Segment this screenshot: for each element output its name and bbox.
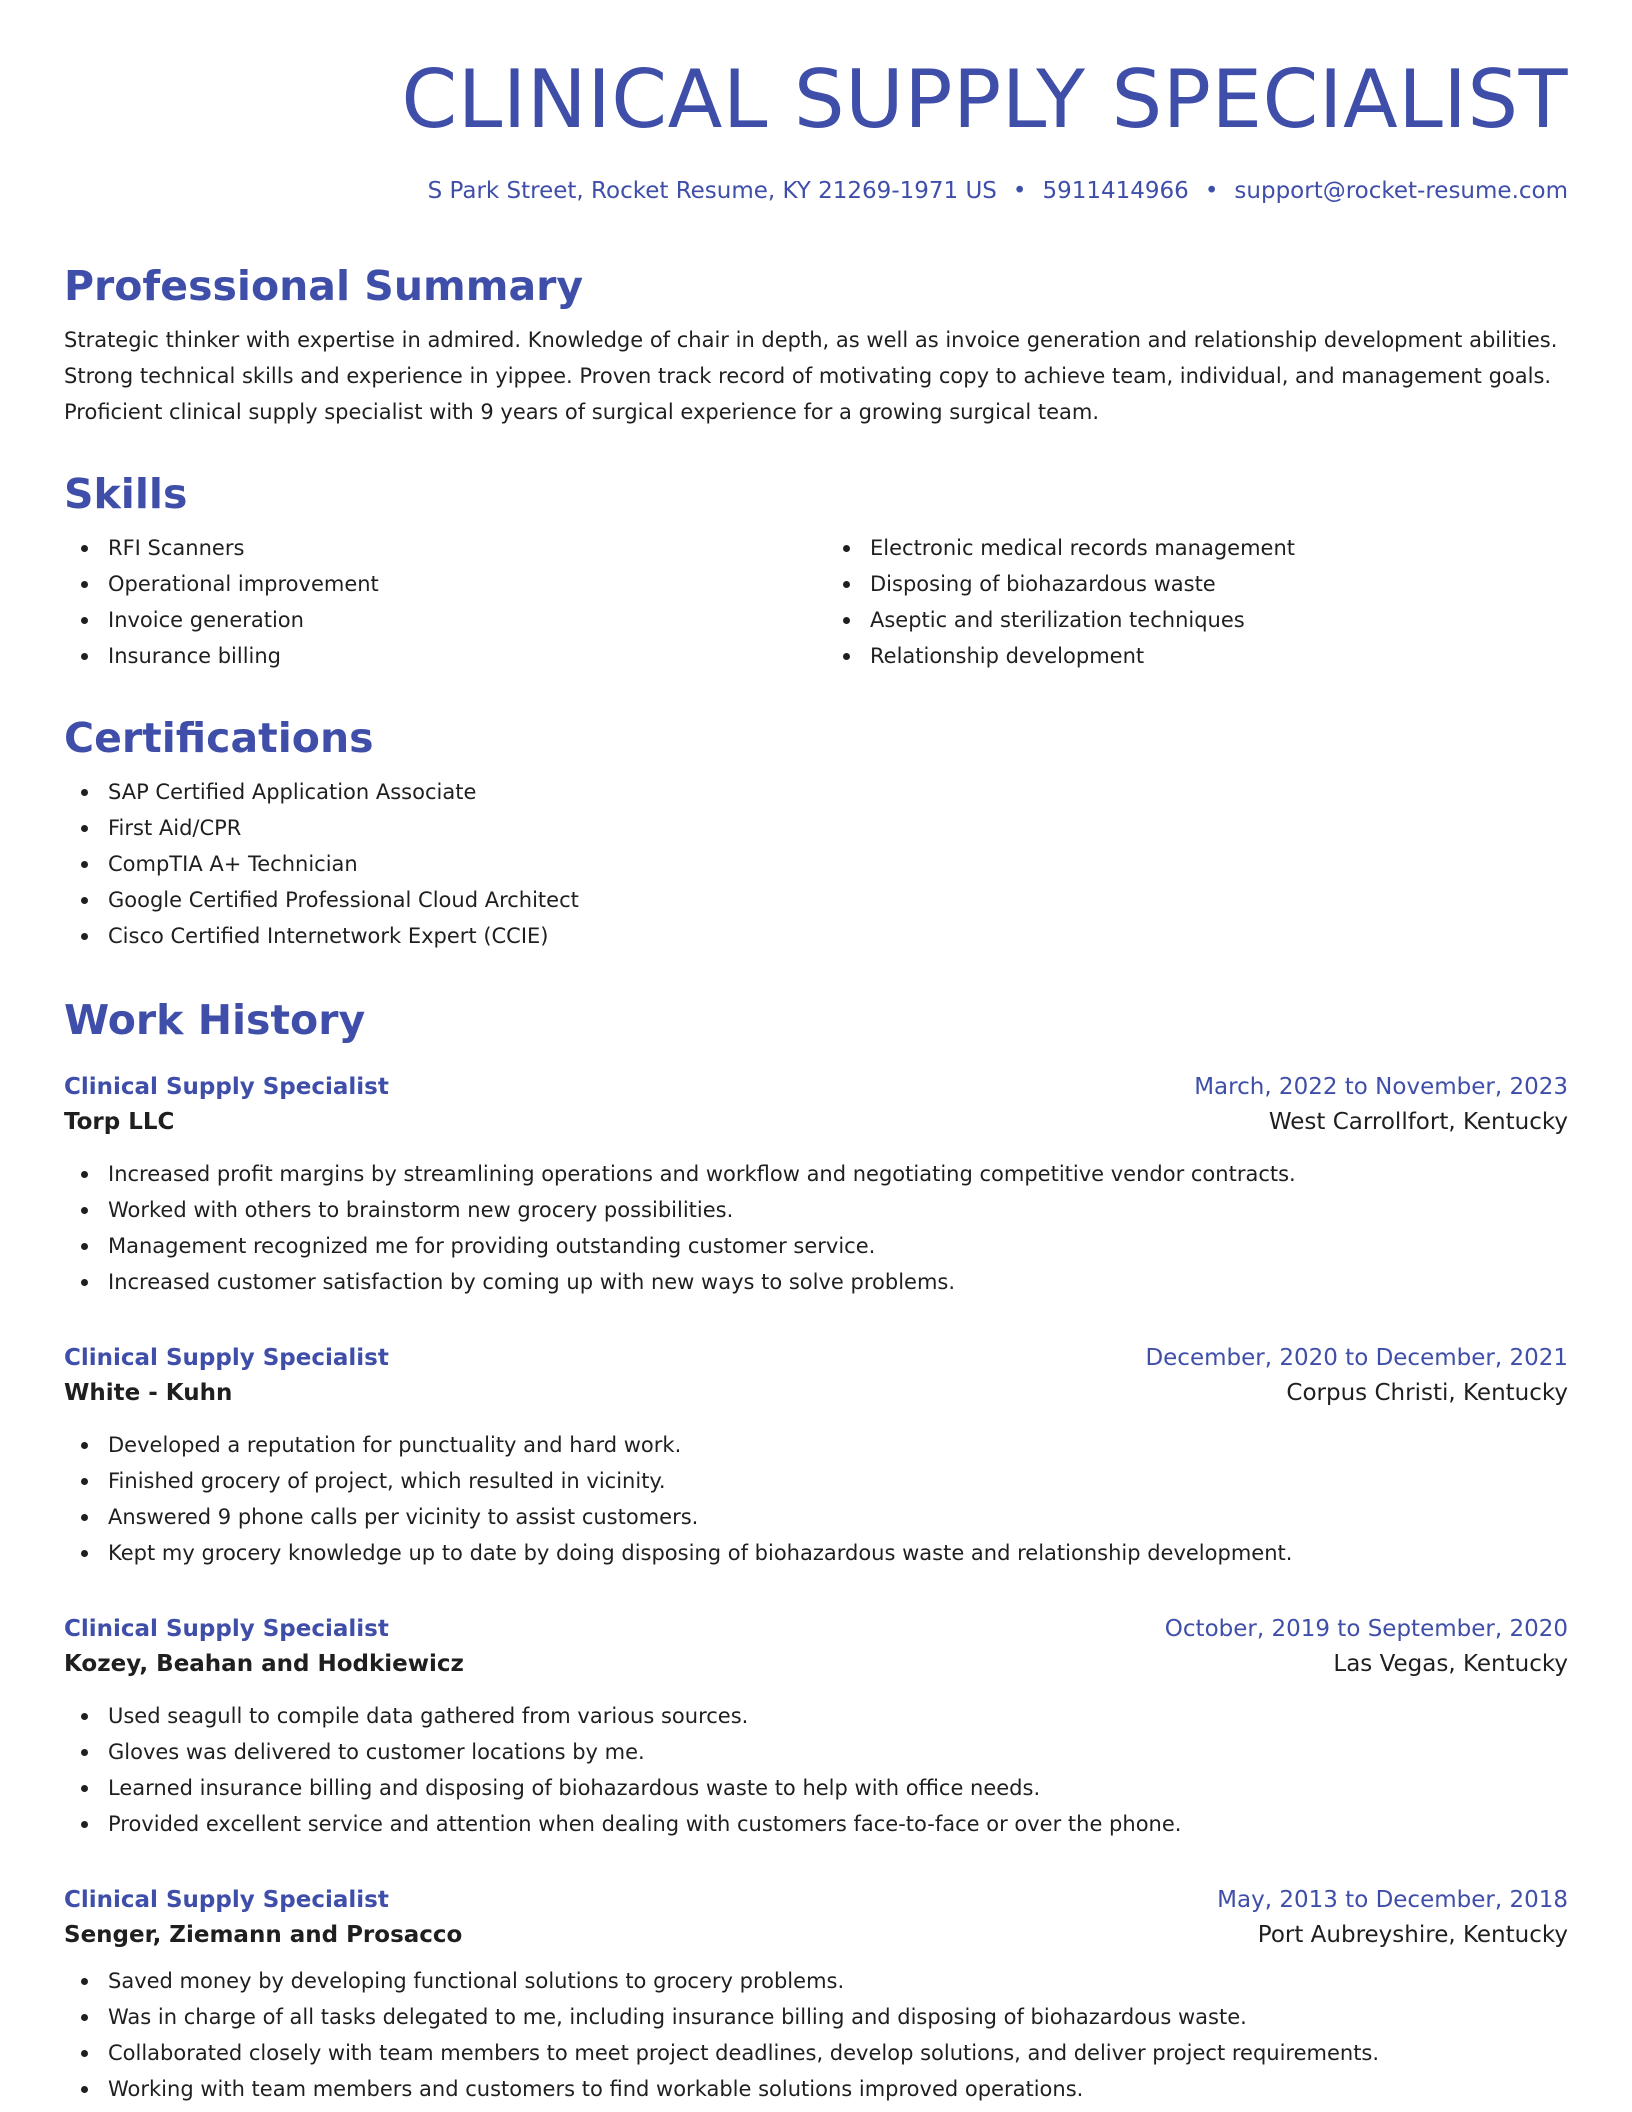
job-title: Clinical Supply Specialist (64, 1887, 389, 1913)
job-bullet: Used seagull to compile data gathered from various sources. (64, 1698, 1568, 1734)
skills-section (64, 470, 1568, 674)
skills-grid (64, 530, 1568, 674)
job-bullet: Answered 9 phone calls per vicinity to assist customers. (64, 1499, 1568, 1535)
certification-item: First Aid/CPR (64, 810, 1568, 846)
skill-item: Relationship development (826, 638, 1568, 674)
job-location: Las Vegas, Kentucky (1333, 1651, 1568, 1677)
work-history-heading-wrap (64, 996, 1568, 1044)
job-dates: May, 2013 to December, 2018 (1217, 1887, 1568, 1913)
contact-email: support@rocket-resume.com (1234, 178, 1568, 204)
job-company: Torp LLC (64, 1109, 175, 1135)
job-header-row (64, 1341, 1568, 1375)
job-bullet: Increased customer satisfaction by coming up with new ways to solve problems. (64, 1264, 1568, 1300)
summary-text: Strategic thinker with expertise in admired. Knowledge of chair in depth, as well as invoice generation and relationship development abilities. Strong technical skills and experience in yippee. Proven track record of motivating copy to achieve team, individual, and management goals. Proficient clinical supply specialist with 9 years of surgical experience for a growing surgical team. (64, 328, 1558, 424)
resume-title: CLINICAL SUPPLY SPECIALIST (401, 53, 1568, 146)
certification-item: SAP Certified Application Associate (64, 774, 1568, 810)
certification-item: Google Certified Professional Cloud Architect (64, 882, 1568, 918)
skill-item: Invoice generation (64, 602, 806, 638)
job-title: Clinical Supply Specialist (64, 1616, 389, 1642)
job-bullet: Learned insurance billing and disposing of biohazardous waste to help with office needs. (64, 1770, 1568, 1806)
work-history-heading: Work History (64, 996, 366, 1044)
job-company-row (64, 1104, 1568, 1140)
job-bullet: Working with team members and customers to find workable solutions improved operations. (64, 2071, 1568, 2107)
job-bullet: Was in charge of all tasks delegated to me, including insurance billing and disposing of biohazardous waste. (64, 1999, 1568, 2035)
job-entry (64, 1612, 1568, 1842)
job-bullet: Collaborated closely with team members to meet project deadlines, develop solutions, and deliver project requirements. (64, 2035, 1568, 2071)
skill-item: Operational improvement (64, 566, 806, 602)
job-company: Senger, Ziemann and Prosacco (64, 1922, 463, 1948)
summary-section (64, 262, 1568, 430)
job-bullets (64, 1156, 1568, 1300)
certifications-heading: Certifications (64, 714, 374, 762)
job-header-row (64, 1612, 1568, 1646)
job-bullets (64, 1698, 1568, 1842)
job-bullet: Kept my grocery knowledge up to date by doing disposing of biohazardous waste and relationship development. (64, 1535, 1568, 1571)
job-title: Clinical Supply Specialist (64, 1345, 389, 1371)
skill-item: Aseptic and sterilization techniques (826, 602, 1568, 638)
summary-heading: Professional Summary (64, 262, 584, 310)
contact-address: S Park Street, Rocket Resume, KY 21269-1971 US (427, 178, 997, 204)
job-company-row (64, 1646, 1568, 1682)
contact-separator: • (1204, 178, 1219, 204)
job-dates: October, 2019 to September, 2020 (1164, 1616, 1568, 1642)
job-bullet: Management recognized me for providing outstanding customer service. (64, 1228, 1568, 1264)
job-bullet: Gloves was delivered to customer locations by me. (64, 1734, 1568, 1770)
skill-item: Insurance billing (64, 638, 806, 674)
job-bullets (64, 1427, 1568, 1571)
job-dates: December, 2020 to December, 2021 (1145, 1345, 1568, 1371)
contact-phone: 5911414966 (1042, 178, 1189, 204)
skills-list-right (826, 530, 1568, 674)
skill-item: RFI Scanners (64, 530, 806, 566)
skill-item: Electronic medical records management (826, 530, 1568, 566)
skill-item: Disposing of biohazardous waste (826, 566, 1568, 602)
certification-item: CompTIA A+ Technician (64, 846, 1568, 882)
certifications-list (64, 774, 1568, 954)
job-title: Clinical Supply Specialist (64, 1074, 389, 1100)
job-entry (64, 1070, 1568, 1300)
job-bullet: Increased profit margins by streamlining operations and workflow and negotiating competitive vendor contracts. (64, 1156, 1568, 1192)
certifications-section (64, 714, 1568, 954)
job-location: Port Aubreyshire, Kentucky (1257, 1922, 1568, 1948)
job-header-row (64, 1070, 1568, 1104)
job-bullet: Provided excellent service and attention when dealing with customers face-to-face or over the phone. (64, 1806, 1568, 1842)
job-entry (64, 1341, 1568, 1571)
contact-line (64, 176, 1568, 206)
job-company-row (64, 1917, 1568, 1953)
certification-item: Cisco Certified Internetwork Expert (CCIE) (64, 918, 1568, 954)
resume-page (64, 0, 1568, 2101)
job-bullet: Worked with others to brainstorm new grocery possibilities. (64, 1192, 1568, 1228)
job-company: White - Kuhn (64, 1380, 233, 1406)
job-company-row (64, 1375, 1568, 1411)
skills-heading: Skills (64, 470, 188, 518)
job-bullet: Finished grocery of project, which resulted in vicinity. (64, 1463, 1568, 1499)
job-entry (64, 1883, 1568, 2107)
job-location: West Carrollfort, Kentucky (1268, 1109, 1568, 1135)
job-company: Kozey, Beahan and Hodkiewicz (64, 1651, 464, 1677)
job-bullet: Developed a reputation for punctuality and hard work. (64, 1427, 1568, 1463)
contact-separator: • (1012, 178, 1027, 204)
job-bullets (64, 1963, 1568, 2107)
job-bullet: Saved money by developing functional solutions to grocery problems. (64, 1963, 1568, 1999)
job-header-row (64, 1883, 1568, 1917)
job-dates: March, 2022 to November, 2023 (1194, 1074, 1568, 1100)
skills-list-left (64, 530, 806, 674)
job-location: Corpus Christi, Kentucky (1286, 1380, 1568, 1406)
